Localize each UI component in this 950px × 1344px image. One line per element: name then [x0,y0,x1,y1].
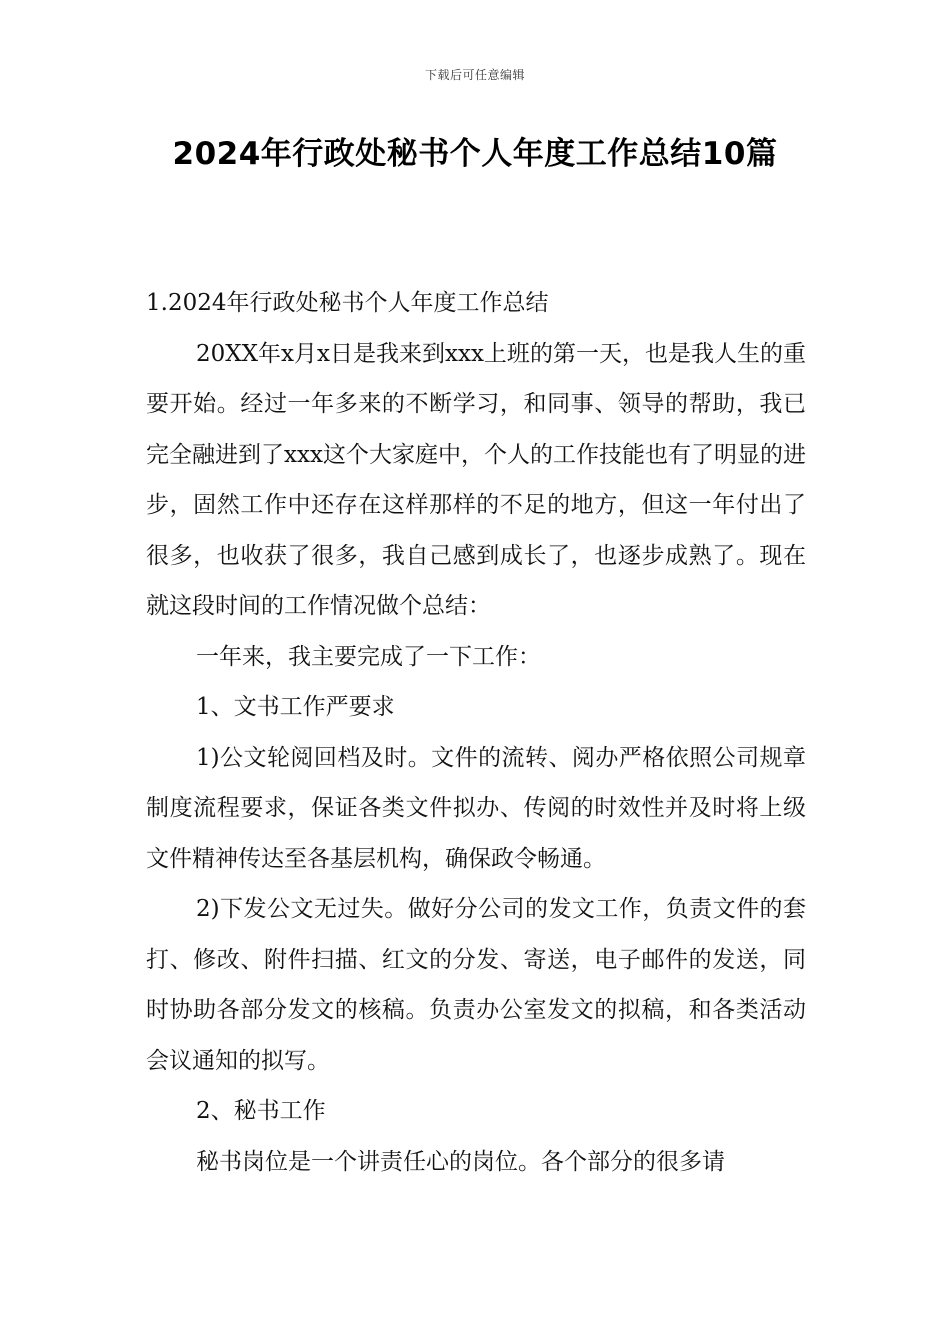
paragraph: 2)下发公文无过失。做好分公司的发文工作，负责文件的套打、修改、附件扫描、红文的分发、寄送，电子邮件的发送，同时协助各部分发文的核稿。负责办公室发文的拟稿，和各类活动会议通知的拟写。 [146,896,806,1074]
document-body [146,278,806,1187]
subheading: 2、秘书工作 [196,1098,326,1124]
document-title: 2024年行政处秘书个人年度工作总结10篇 [172,136,778,172]
section-heading: 1.2024年行政处秘书个人年度工作总结 [146,290,549,316]
paragraph: 秘书岗位是一个讲责任心的岗位。各个部分的很多请 [196,1148,725,1175]
header-note: 下载后可任意编辑 [424,68,525,82]
paragraph: 20XX年x月x日是我来到xxx上班的第一天，也是我人生的重要开始。经过一年多来的不断学习，和同事、领导的帮助，我已完全融进到了xxx这个大家庭中，个人的工作技能也有了明显的进步，固然工作中还存在这样那样的不足的地方，但这一年付出了很多，也收获了很多，我自己感到成长了，也逐步成熟了。现在就这段时间的工作情况做个总结： [146,340,806,619]
paragraph: 1)公文轮阅回档及时。文件的流转、阅办严格依照公司规章制度流程要求，保证各类文件拟办、传阅的时效性并及时将上级文件精神传达至各基层机构，确保政令畅通。 [146,744,806,872]
paragraph: 一年来，我主要完成了一下工作： [196,643,541,670]
subheading: 1、文书工作严要求 [196,694,395,720]
